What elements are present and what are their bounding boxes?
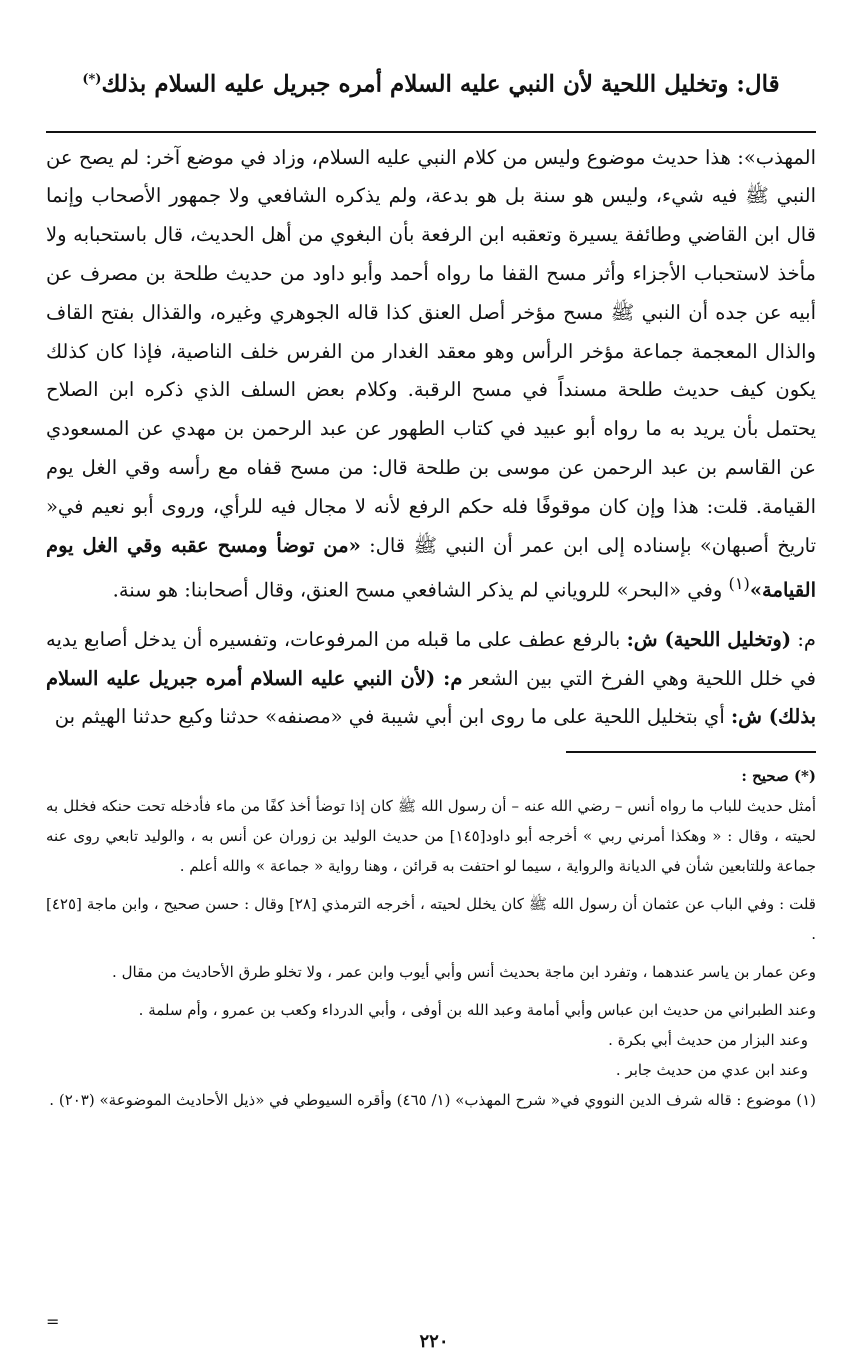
hadith-quote: «من توضأ ومسح عقبه وقي الغل يوم القيامة» xyxy=(46,533,816,602)
footnote-3: وعن عمار بن ياسر عندهما ، وتفرد ابن ماجة بحديث أنس وأبي أيوب وابن عمر ، ولا تخلو طرق الأحاديث من مقال . xyxy=(112,963,816,982)
sharh-text-1: بالرفع عطف على ما قبله من المرفوعات، وتفسيره أن يدخل أصابع يديه في خلل اللحية وهي الفرخ التي بين الشعر xyxy=(46,627,816,690)
footnote-divider xyxy=(566,751,816,753)
heading-text: قال: وتخليل اللحية لأن النبي عليه السلام أمره جبريل عليه السلام بذلك xyxy=(101,70,780,98)
page-number: ٢٢٠ xyxy=(419,1331,449,1352)
footnote-1: أمثل حديث للباب ما رواه أنس – رضي الله عنه – أن رسول الله ﷺ كان إذا توضأ أخذ كفًا من ماء فأدخله تحت حنكه فخلل به لحيته ، وقال : « وهكذا أمرني ربي » أخرجه أبو داود[١٤٥] من حديث الوليد بن زوران عن أنس به ، والوليد تابعي روى عنه جماعة وللتابعين شأن في الديانة والرواية ، سيما لو احتفت به قرائن ، وهنا رواية « جماعة » والله أعلم . xyxy=(46,797,816,876)
paragraph-2 xyxy=(46,621,816,737)
matn-quote-2: م: (لأن النبي عليه السلام أمره جبريل عليه السلام بذلك) ش: xyxy=(46,666,816,729)
para1-text: المهذب»: هذا حديث موضوع وليس من كلام النبي عليه السلام، وزاد في موضع آخر: لم يصح عن النبي ﷺ فيه شيء، وليس هو سنة بل هو بدعة، ولم يذكره الشافعي ولا جمهور الأصحاب وإنما قال ابن القاضي وطائفة يسيرة وتعقبه ابن الرفعة بأن البغوي من أهل الحديث، قال باستحبابه ولا مأخذ لاستحباب الأجزاء وأثر مسح القفا ما رواه أحمد وأبو داود من حديث طلحة بن مصرف عن أبيه عن جده أن النبي ﷺ مسح مؤخر أصل العنق كذا قاله الجوهري وغيره، والقذال بفتح القاف والذال المعجمة جماعة مؤخر الرأس وهو معقد الغدار من الفرس خلف الناصية، فإذا كان كذلك يكون كيف حديث طلحة مسنداً في مسح الرقبة. وكلام بعض السلف الذي ذكره ابن الصلاح يحتمل بأن يريد به ما رواه أبو عبيد في كتاب الطهور عن عبد الرحمن بن مهدي عن المسعودي عن القاسم بن عبد الرحمن عن موسى بن طلحة قال: من مسح قفاه مع رأسه وقي الغل يوم القيامة. قلت: هذا وإن كان موقوفًا فله حكم الرفع لأنه لا مجال فيه للرأي، وروى أبو نعيم في« تاريخ أصبهان» بإسناده إلى ابن عمر أن النبي ﷺ قال: xyxy=(46,145,816,557)
footnote-7: (١) موضوع : قاله شرف الدين النووي في« شرح المهذب» (١/ ٤٦٥) وأقره السيوطي في «ذيل الأحاديث الموضوعة» (٢٠٣) . xyxy=(49,1091,816,1110)
page-heading xyxy=(46,62,816,103)
footnote-5: وعند البزار من حديث أبي بكرة . xyxy=(608,1031,808,1050)
footnote-4: وعند الطبراني من حديث ابن عباس وأبي أمامة وعبد الله بن أوفى ، وأبي الدرداء وكعب بن عمرو ، وأم سلمة . xyxy=(138,1001,816,1020)
sharh-text-2: أي بتخليل اللحية على ما روى ابن أبي شيبة في «مصنفه» حدثنا وكيع حدثنا الهيثم بن xyxy=(54,705,731,729)
continuation-mark: = xyxy=(46,1312,60,1331)
main-text xyxy=(46,139,816,737)
matn-quote-1: (وتخليل اللحية) ش: xyxy=(626,627,792,651)
footnotes xyxy=(46,761,816,1115)
header-divider xyxy=(46,131,816,133)
matn-marker: م: xyxy=(791,627,817,651)
footnote-6: وعند ابن عدي من حديث جابر . xyxy=(615,1061,808,1080)
para1-tail: وفي «البحر» للروياني لم يذكر الشافعي مسح العنق، وقال أصحابنا: هو سنة. xyxy=(112,578,729,602)
footnote-ref: (١) xyxy=(728,574,750,594)
paragraph-1 xyxy=(46,139,816,611)
footnote-2: قلت : وفي الباب عن عثمان أن رسول الله ﷺ كان يخلل لحيته ، أخرجه الترمذي [٢٨] وقال : حسن صحيح ، وابن ماجة [٤٢٥] . xyxy=(46,895,816,944)
heading-mark: (*) xyxy=(82,72,102,87)
footnote-marker: (*) صحيح : xyxy=(741,767,816,786)
